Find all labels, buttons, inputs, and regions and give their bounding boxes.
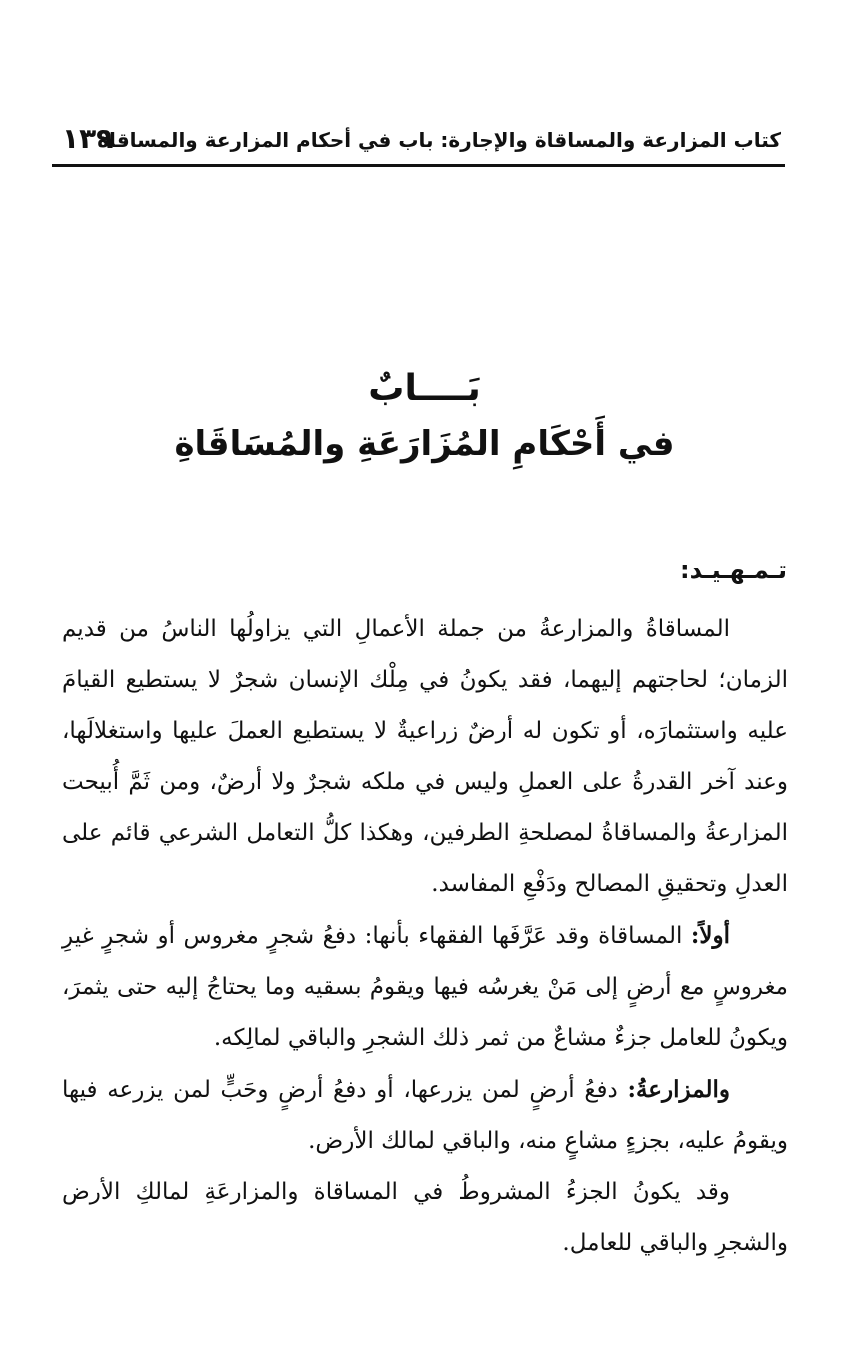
muzaraah-text: دفعُ أرضٍ لمن يزرعها، أو دفعُ أرضٍ وحَبٍّ لمن يزرعه فيها ويقومُ عليه، بجزءٍ مشاعٍ منه، والباقي لمالك الأرض. [62,1077,788,1154]
musaqah-definition [62,910,788,1064]
muzaraah-definition [62,1064,788,1167]
chapter-title: في أَحْكَامِ المُزَارَعَةِ والمُسَاقَاةِ [174,424,675,464]
musaqah-text: المساقاة وقد عَرَّفَها الفقهاء بأنها: دفعُ شجرٍ مغروس أو شجرٍ غيرِ مغروسٍ مع أرضٍ إلى مَنْ يغرسُه فيها ويقومُ بسقيه وما يحتاجُ إليه حتى يثمرَ، ويكونُ للعامل جزءٌ مشاعٌ من ثمر ذلك الشجرِ والباقي لمالِكه. [62,923,788,1051]
running-header [52,118,785,167]
body-text [62,604,788,1269]
chapter-label: بَــــابٌ [368,368,481,409]
muzaraah-lead: والمزارعةُ: [627,1076,731,1103]
page-number: ١٣٩ [62,122,114,155]
running-title: كتاب المزارعة والمساقاة والإجارة: باب في أحكام المزارعة والمساقاة [97,128,781,152]
musaqah-lead: أولاً: [690,922,730,949]
closing-paragraph: وقد يكونُ الجزءُ المشروطُ في المساقاة والمزارعَةِ لمالكِ الأرض والشجرِ والباقي للعامل. [62,1179,788,1256]
intro-heading: تـمـهـيـد: [679,556,787,584]
intro-paragraph: المساقاةُ والمزارعةُ من جملة الأعمالِ التي يزاولُها الناسُ من قديم الزمان؛ لحاجتهم إليهما، فقد يكونُ في مِلْك الإنسان شجرٌ لا يستطيع القيامَ عليه واستثمارَه، أو تكون له أرضٌ زراعيةٌ لا يستطيع العملَ عليها واستغلالَها، وعند آخر القدرةُ على العملِ وليس في ملكه شجرٌ ولا أرضٌ، ومن ثَمَّ أُبيحت المزارعةُ والمساقاةُ لمصلحةِ الطرفين، وهكذا كلُّ التعامل الشرعي قائم على العدلِ وتحقيقِ المصالح ودَفْعِ المفاسد. [62,616,788,897]
